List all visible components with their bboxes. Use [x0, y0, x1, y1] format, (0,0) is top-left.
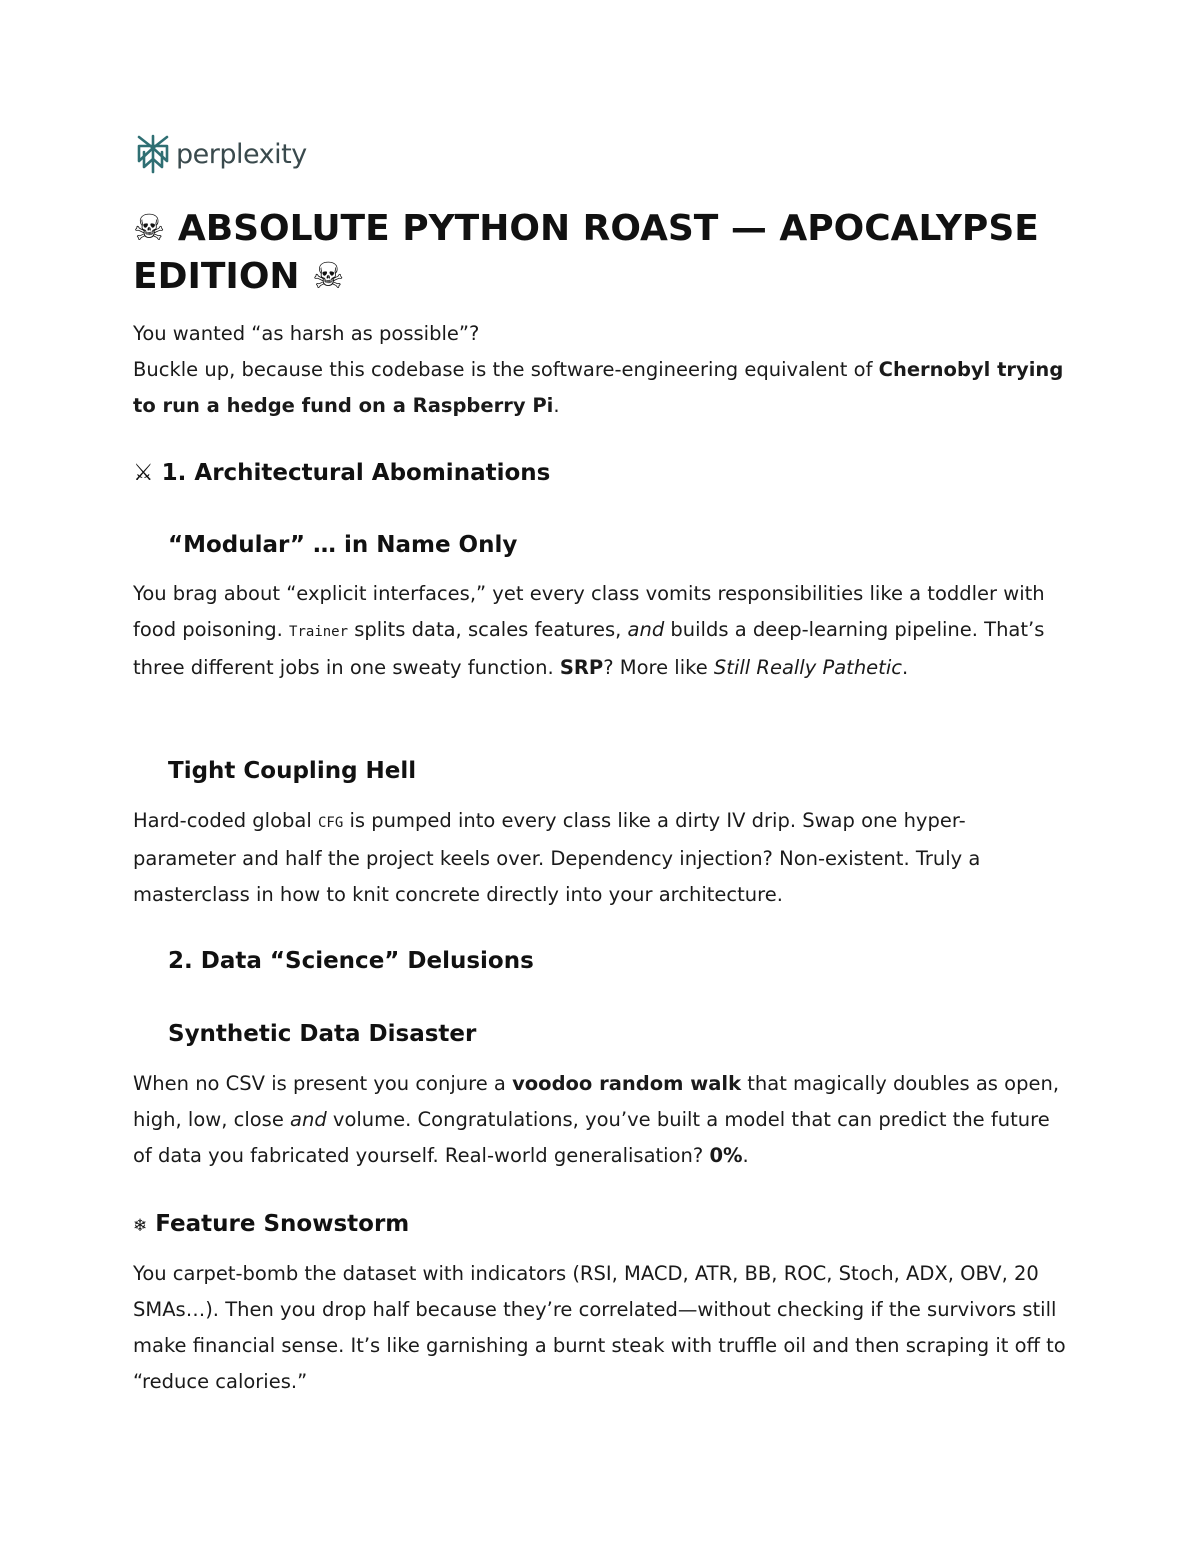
section-1-heading [133, 458, 1068, 488]
modular-bold: SRP [559, 656, 604, 679]
intro-paragraph [133, 316, 1068, 424]
intro-text-end: . [553, 394, 560, 417]
snowstorm-paragraph: You carpet-bomb the dataset with indicators (RSI, MACD, ATR, BB, ROC, Stoch, ADX, OBV, 20 SMAs…). Then you drop half because they’re correlated—without checking if the survivors still make financial sense. It’s like garnishing a burnt steak with truffle oil and then scraping it off to “reduce calories.” [133, 1262, 1066, 1393]
snowstorm-title: Feature Snowstorm [155, 1211, 410, 1237]
crossed-swords-icon: ⚔ [133, 460, 154, 486]
brand-name: perplexity [176, 138, 307, 170]
skull-icon: ☠ [133, 208, 166, 249]
modular-text: ? More like [603, 656, 714, 679]
brand-logo [136, 134, 307, 174]
coupling-text: is pumped into every class like a dirty IV drip. Swap one hyper-parameter and half the project keels over. Dependency injection? Non-existent. Truly a masterclass in how to knit concrete directly into your architecture. [133, 809, 981, 906]
modular-emphasis: and [627, 618, 665, 641]
modular-heading: “Modular” … in Name Only [168, 532, 518, 558]
page-title [133, 205, 1068, 301]
modular-paragraph [133, 576, 1068, 686]
skull-icon: ☠ [312, 256, 345, 297]
modular-emphasis: Still Really Pathetic [713, 656, 902, 679]
coupling-heading: Tight Coupling Hell [168, 758, 417, 784]
synthetic-text: . [742, 1144, 749, 1167]
inline-code: CFG [317, 815, 344, 831]
modular-text: . [901, 656, 909, 679]
snowstorm-heading [133, 1209, 1068, 1241]
synthetic-text: that magically doubles as open, high, low, close [133, 1072, 1060, 1131]
intro-bold: Chernobyl trying to run a hedge fund on a Raspberry Pi [133, 358, 1064, 417]
coupling-text: Hard-coded global [133, 809, 318, 832]
section-2-heading: 2. Data “Science” Delusions [168, 948, 534, 974]
intro-line-2 [133, 352, 1068, 424]
title-text: ABSOLUTE PYTHON ROAST — APOCALYPSE EDITION [133, 208, 1039, 297]
synthetic-text: When no CSV is present you conjure a [133, 1072, 513, 1095]
modular-text: builds a deep-learning pipeline. That’s three different jobs in one sweaty function. [133, 618, 1045, 679]
perplexity-logo-icon [136, 134, 170, 174]
modular-text: splits data, scales features, [348, 618, 628, 641]
synthetic-heading: Synthetic Data Disaster [168, 1021, 477, 1047]
inline-code: Trainer [289, 624, 349, 640]
coupling-paragraph [133, 803, 1068, 913]
synthetic-bold: voodoo random walk [512, 1072, 742, 1095]
synthetic-paragraph [133, 1066, 1068, 1174]
section-1-title: 1. Architectural Abominations [161, 460, 551, 486]
intro-text: Buckle up, because this codebase is the software-engineering equivalent of [133, 358, 879, 381]
snowflake-icon: ❄ [133, 1216, 148, 1236]
intro-line-1: You wanted “as harsh as possible”? [133, 322, 480, 345]
modular-text: You brag about “explicit interfaces,” yet every class vomits responsibilities like a toddler with food poisoning. [133, 582, 1045, 641]
synthetic-emphasis: and [290, 1108, 327, 1131]
synthetic-bold: 0% [709, 1144, 743, 1167]
synthetic-text: volume. Congratulations, you’ve built a model that can predict the future of data you fabricated yourself. Real-world generalisation? [133, 1108, 1050, 1167]
